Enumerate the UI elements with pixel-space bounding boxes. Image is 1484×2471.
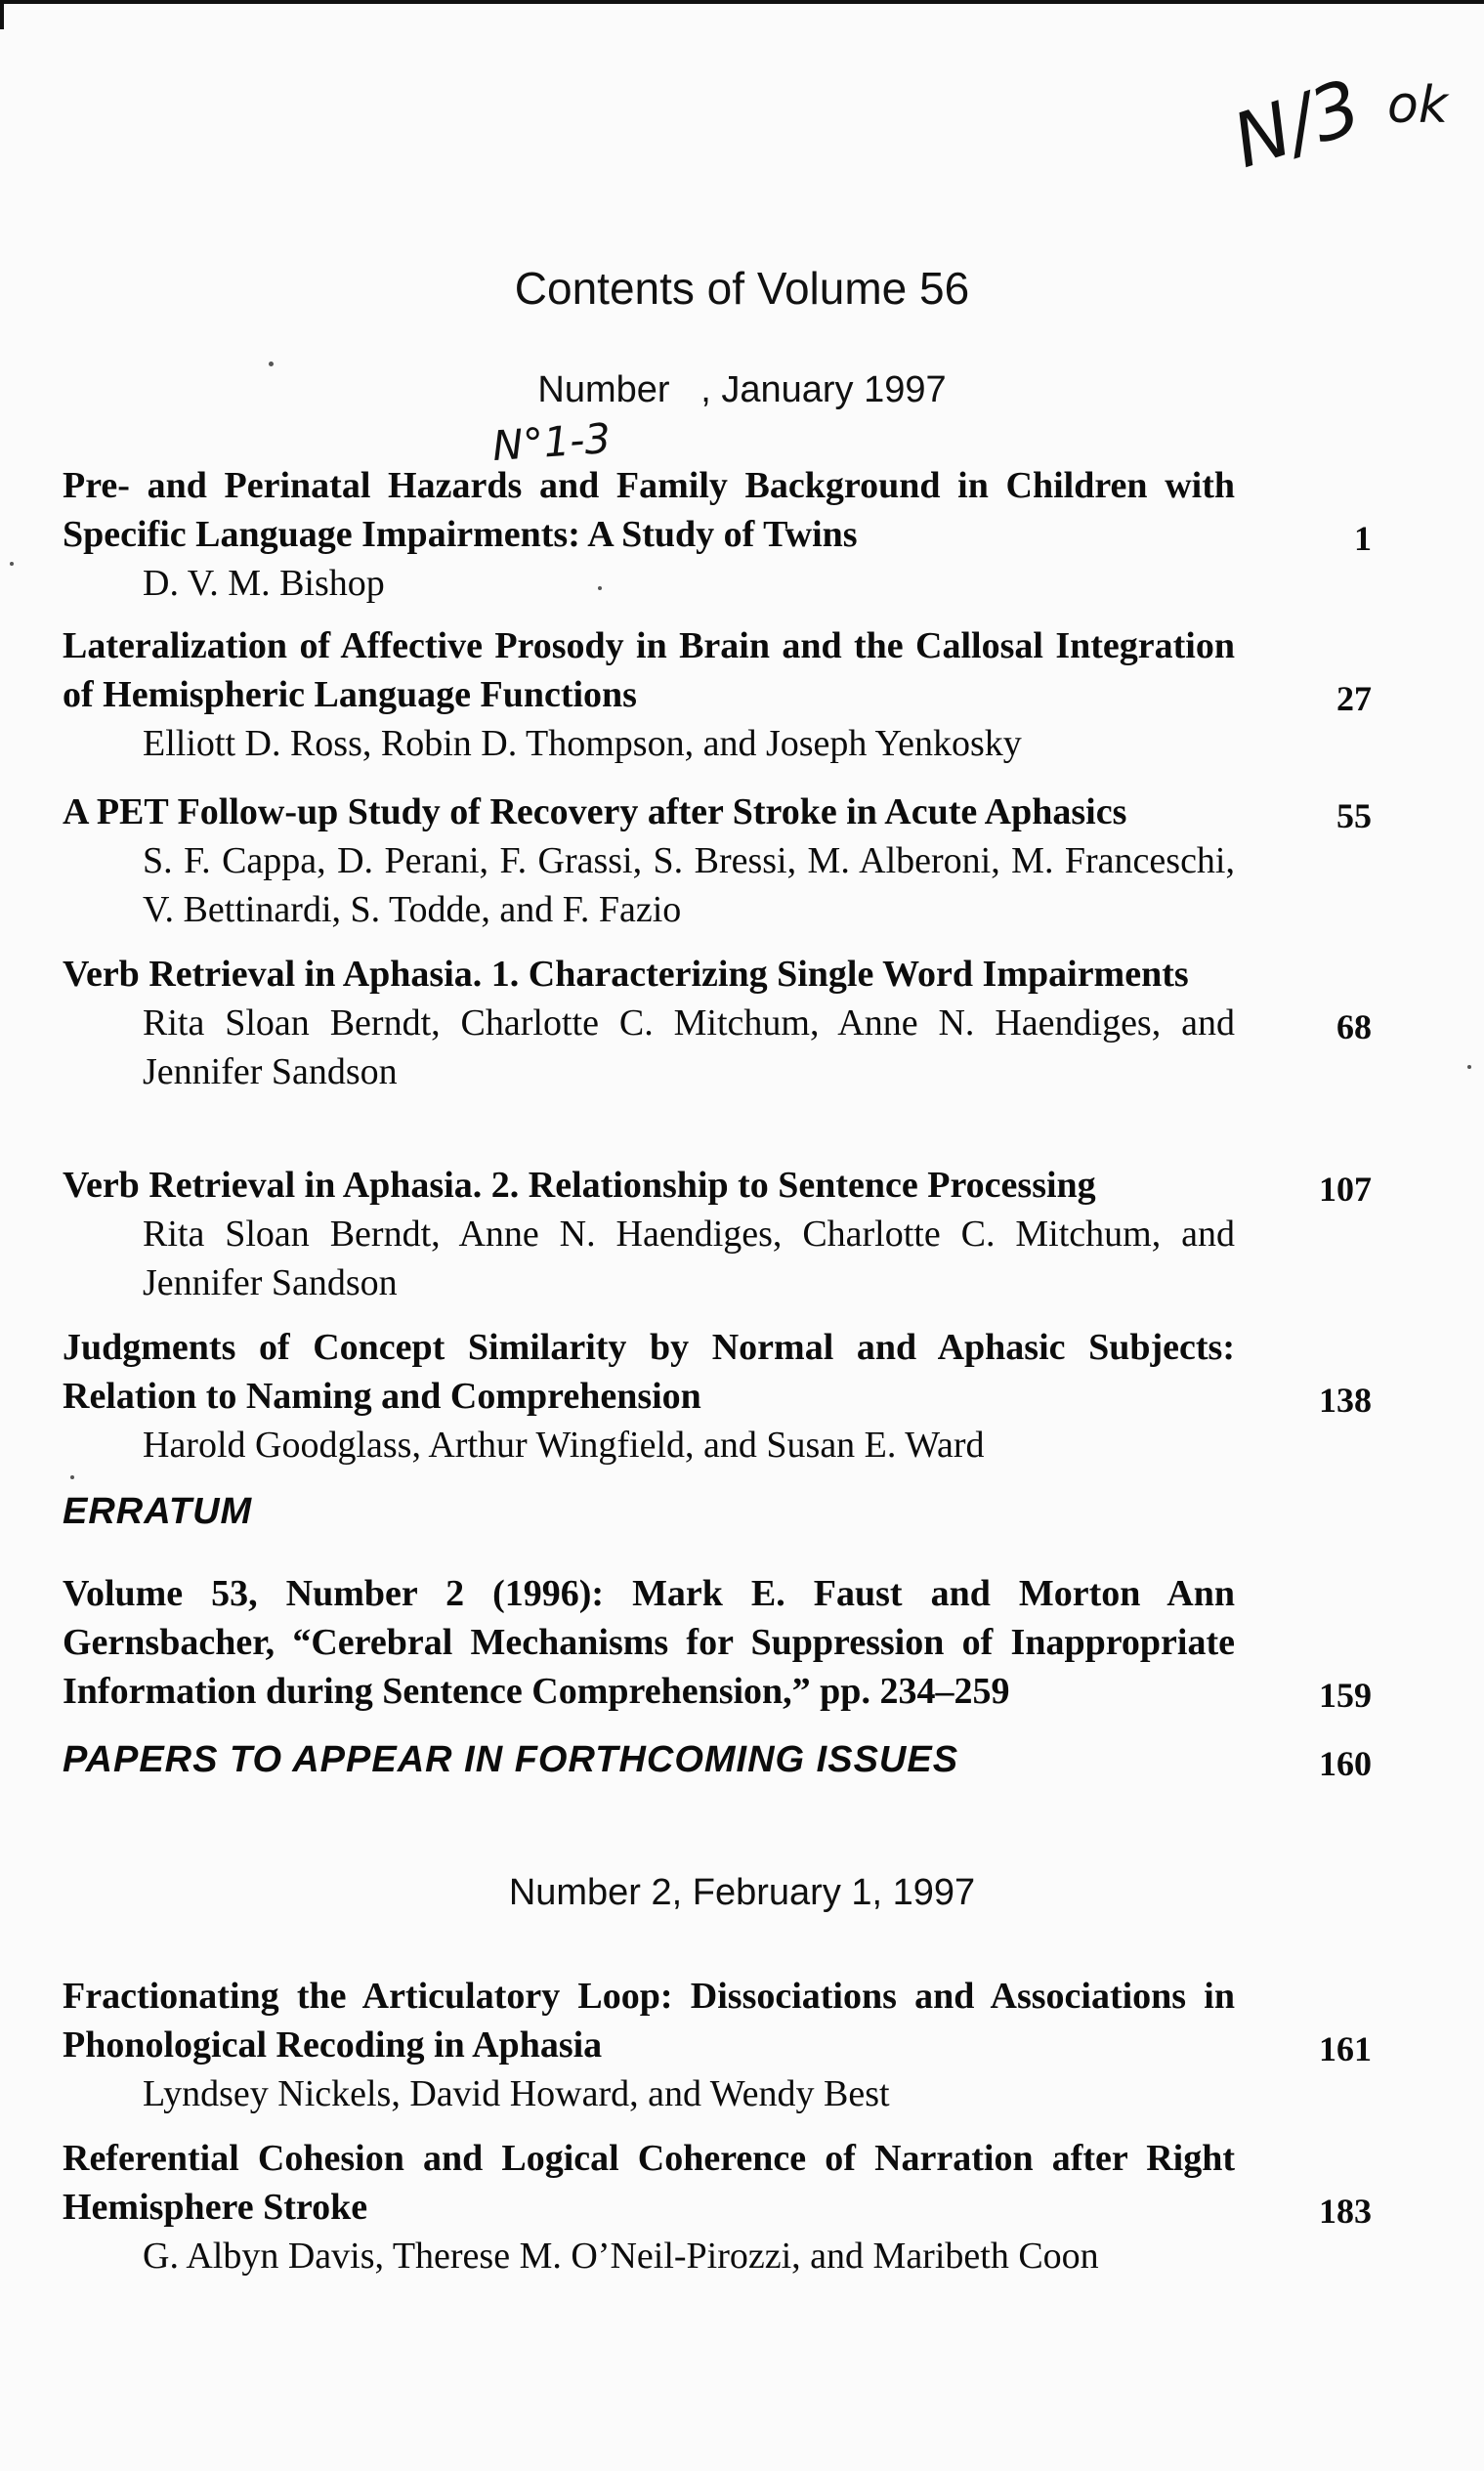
toc-entry — [63, 461, 1372, 608]
page-number: 55 — [1336, 796, 1372, 835]
article-title: Fractionating the Articulatory Loop: Dissociations and Associations in Phonological Recoding in Aphasia — [63, 1976, 1235, 2066]
page-number: 161 — [1319, 2029, 1372, 2068]
article-title: Pre- and Perinatal Hazards and Family Background in Children with Specific Language Impairments: A Study of Twins — [63, 465, 1235, 555]
article-authors: Rita Sloan Berndt, Anne N. Haendiges, Charlotte C. Mitchum, and Jennifer Sandson — [143, 1214, 1235, 1303]
page-number: 183 — [1319, 2192, 1372, 2231]
toc-entry — [63, 1161, 1372, 1307]
article-title: Verb Retrieval in Aphasia. 1. Characterizing Single Word Impairments — [63, 954, 1189, 995]
article-title: Verb Retrieval in Aphasia. 2. Relationship to Sentence Processing — [63, 1165, 1096, 1206]
toc-entry — [63, 621, 1372, 768]
article-authors: G. Albyn Davis, Therese M. O’Neil-Pirozzi, and Maribeth Coon — [143, 2236, 1099, 2277]
scan-speck — [10, 562, 14, 566]
erratum-entry — [63, 1569, 1372, 1716]
page-number: 138 — [1319, 1381, 1372, 1420]
erratum-text: Volume 53, Number 2 (1996): Mark E. Faust and Morton Ann Gernsbacher, “Cerebral Mechanisms for Suppression of Inappropriate Information during Sentence Comprehension,” pp. 234–259 — [63, 1573, 1235, 1712]
article-authors: Lyndsey Nickels, David Howard, and Wendy Best — [143, 2073, 890, 2114]
handwritten-ok-mark: ok — [1387, 76, 1448, 135]
page-number: 159 — [1319, 1676, 1372, 1715]
page-number: 27 — [1336, 679, 1372, 718]
page-title: Contents of Volume 56 — [514, 263, 970, 314]
article-authors: Rita Sloan Berndt, Charlotte C. Mitchum, Anne N. Haendiges, and Jennifer Sandson — [143, 1002, 1235, 1092]
page-number: 107 — [1319, 1170, 1372, 1209]
toc-entry — [63, 950, 1372, 1096]
article-authors: Elliott D. Ross, Robin D. Thompson, and Joseph Yenkosky — [143, 723, 1022, 764]
scan-speck — [70, 1475, 74, 1479]
scan-corner — [0, 0, 18, 29]
scan-speck — [598, 586, 602, 590]
page-number: 1 — [1354, 519, 1372, 558]
scan-speck — [1467, 1065, 1471, 1069]
issue-1-heading: Number , January 1997 — [537, 369, 947, 410]
toc-entry — [63, 1323, 1372, 1470]
article-title: Judgments of Concept Similarity by Normal and Aphasic Subjects: Relation to Naming and Comprehension — [63, 1327, 1235, 1417]
erratum-heading: ERRATUM — [63, 1491, 253, 1532]
forthcoming-heading: PAPERS TO APPEAR IN FORTHCOMING ISSUES — [63, 1739, 959, 1780]
article-title: Referential Cohesion and Logical Coherence of Narration after Right Hemisphere Stroke — [63, 2138, 1235, 2228]
scan-edge — [0, 0, 1484, 4]
article-title: Lateralization of Affective Prosody in Brain and the Callosal Integration of Hemispheric Language Functions — [63, 625, 1235, 715]
article-authors: D. V. M. Bishop — [143, 563, 385, 604]
issue-2-heading: Number 2, February 1, 1997 — [508, 1872, 976, 1913]
article-authors: Harold Goodglass, Arthur Wingfield, and Susan E. Ward — [143, 1425, 985, 1466]
handwritten-volume-mark: N/3 — [1222, 62, 1372, 186]
toc-entry — [63, 1972, 1372, 2118]
page-number: 68 — [1336, 1007, 1372, 1046]
toc-entry — [63, 2134, 1372, 2280]
article-authors: S. F. Cappa, D. Perani, F. Grassi, S. Bressi, M. Alberoni, M. Franceschi, V. Bettinardi, S. Todde, and F. Fazio — [143, 840, 1235, 930]
page-number: 160 — [1319, 1744, 1372, 1783]
handwritten-number-note: N°1-3 — [490, 413, 613, 471]
article-title: A PET Follow-up Study of Recovery after Stroke in Acute Aphasics — [63, 791, 1127, 832]
toc-entry — [63, 788, 1372, 934]
scan-speck — [269, 362, 274, 366]
